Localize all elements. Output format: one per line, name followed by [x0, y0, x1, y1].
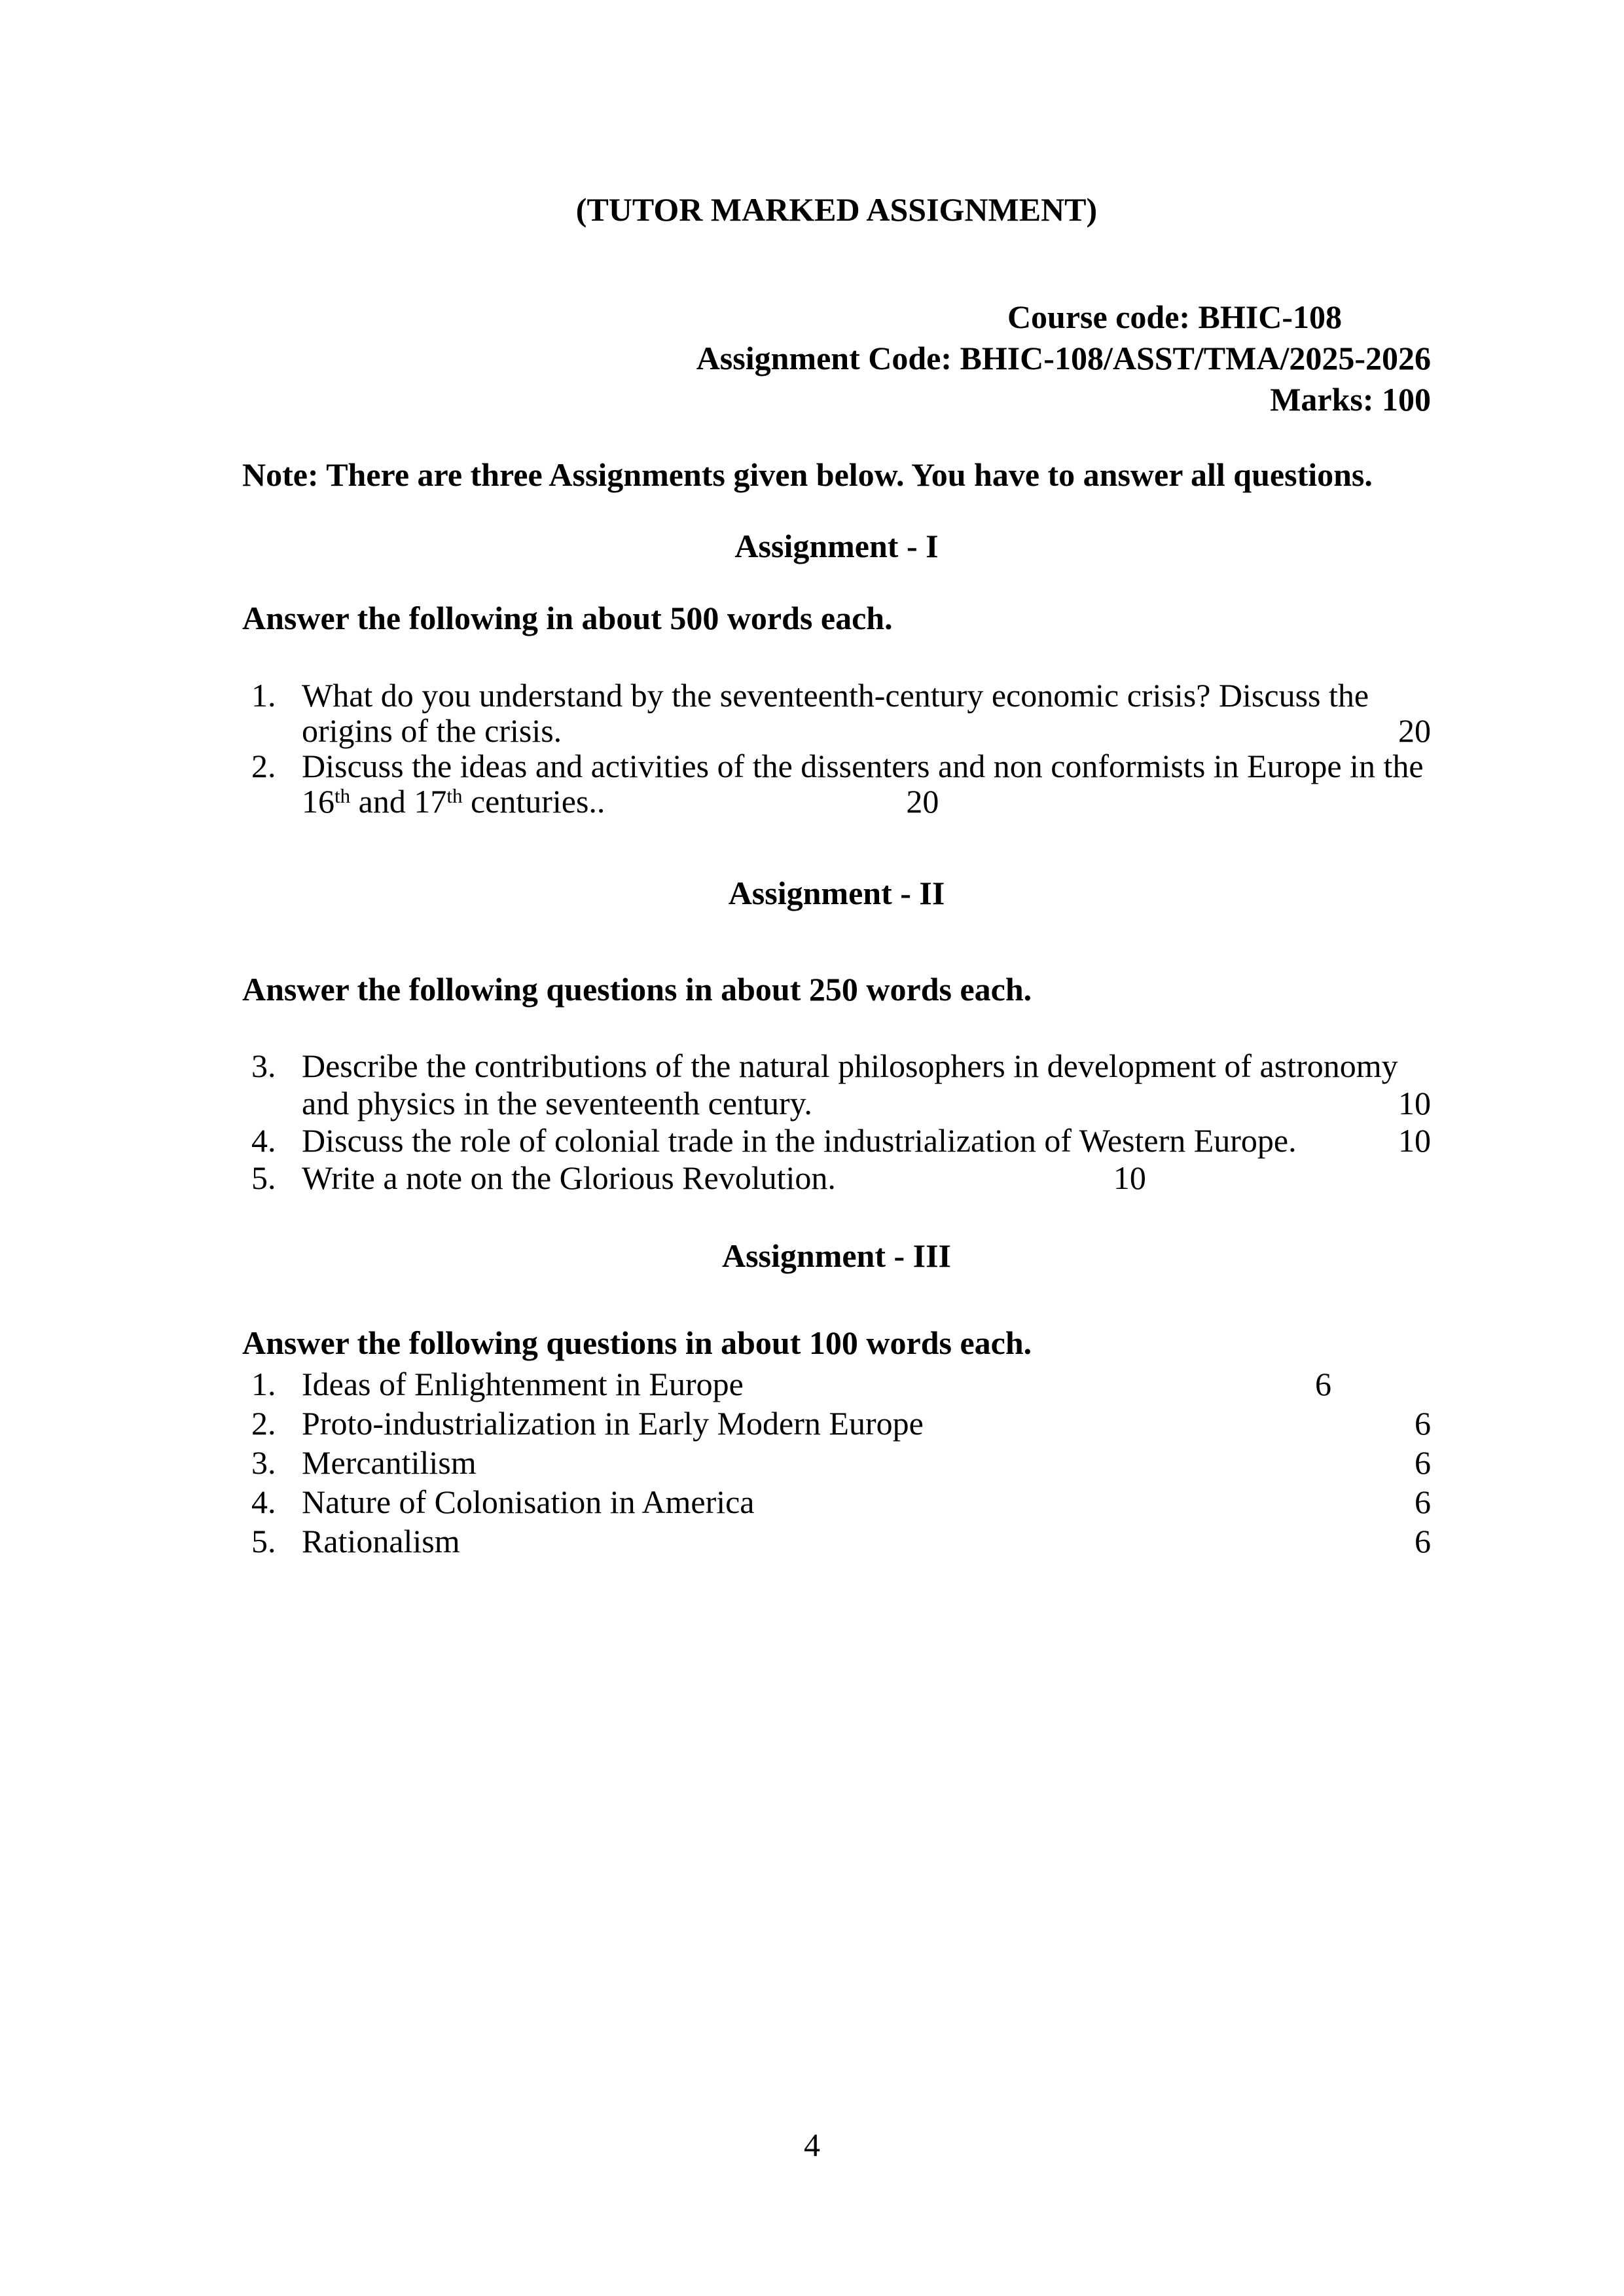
question-number: 1.	[251, 1366, 276, 1402]
assignment-code-line: Assignment Code: BHIC-108/ASST/TMA/2025-2026	[696, 340, 1431, 376]
question-text: centuries..	[462, 783, 605, 820]
question-text-line	[302, 1443, 1431, 1482]
question-text-line: Describe the contributions of the natural philosophers in development of astronomy	[302, 1048, 1398, 1084]
question-text: Discuss the role of colonial trade in the industrialization of Western Europe.	[302, 1122, 1297, 1159]
question-text-line	[302, 1404, 1431, 1443]
question-text: Proto-industrialization in Early Modern Europe	[302, 1405, 924, 1442]
question-number: 5.	[251, 1523, 276, 1559]
question-number: 2.	[251, 1405, 276, 1442]
question-item	[242, 1122, 1431, 1159]
question-number: 1.	[251, 677, 276, 714]
question-text: Mercantilism	[302, 1444, 477, 1481]
question-number: 2.	[251, 748, 276, 784]
question-text-line	[302, 1364, 1431, 1404]
question-marks: 10	[1113, 1159, 1146, 1196]
question-body	[302, 1364, 1431, 1404]
question-marks: 20	[906, 783, 939, 820]
question-body	[302, 1482, 1431, 1522]
assignment3-heading: Assignment - III	[721, 1237, 952, 1274]
assignment3-question-list	[242, 1364, 1431, 1561]
question-number: 4.	[251, 1122, 276, 1159]
question-number: 4.	[251, 1484, 276, 1520]
question-item	[242, 1159, 1431, 1197]
question-text: Nature of Colonisation in America	[302, 1484, 755, 1520]
question-text-line	[302, 784, 1431, 819]
question-text: and physics in the seventeenth century.	[302, 1085, 812, 1121]
page-title: (TUTOR MARKED ASSIGNMENT)	[575, 191, 1098, 228]
assignment1-instruction: Answer the following in about 500 words each.	[242, 600, 893, 636]
question-body	[302, 1122, 1431, 1159]
question-marks: 6	[1415, 1484, 1431, 1520]
question-number: 5.	[251, 1159, 276, 1196]
question-text: 16	[302, 783, 334, 820]
question-text-line	[302, 713, 1431, 748]
question-body	[302, 678, 1431, 748]
question-item	[242, 748, 1431, 819]
question-body	[302, 1522, 1431, 1561]
question-text: and 17	[350, 783, 447, 820]
question-marks: 6	[1415, 1523, 1431, 1559]
question-body	[302, 1404, 1431, 1443]
assignment2-instruction: Answer the following questions in about 250 words each.	[242, 971, 1032, 1008]
ordinal-superscript: th	[334, 784, 351, 807]
ordinal-superscript: th	[446, 784, 463, 807]
page-number: 4	[804, 2126, 820, 2163]
question-marks: 6	[1315, 1366, 1331, 1402]
question-body	[302, 1443, 1431, 1482]
question-text-line	[302, 1122, 1431, 1159]
question-item	[242, 1522, 1431, 1561]
question-item	[242, 1364, 1431, 1404]
assignment2-heading: Assignment - II	[728, 875, 945, 911]
question-text: Rationalism	[302, 1523, 460, 1559]
assignment1-heading: Assignment - I	[734, 528, 939, 564]
question-text-line: What do you understand by the seventeenth-century economic crisis? Discuss the	[302, 677, 1369, 714]
question-body	[302, 1159, 1431, 1197]
question-marks: 6	[1415, 1444, 1431, 1481]
note-line: Note: There are three Assignments given below. You have to answer all questions.	[242, 456, 1373, 493]
assignment3-instruction: Answer the following questions in about 100 words each.	[242, 1324, 1032, 1361]
code-block	[242, 297, 1431, 420]
question-marks: 10	[1398, 1085, 1431, 1121]
question-item	[242, 678, 1431, 748]
question-text: origins of the crisis.	[302, 712, 562, 749]
question-text-line	[302, 1085, 1431, 1122]
question-item	[242, 1404, 1431, 1443]
question-number: 3.	[251, 1444, 276, 1481]
question-marks: 6	[1415, 1405, 1431, 1442]
question-text-line: Discuss the ideas and activities of the dissenters and non conformists in Europe in the	[302, 748, 1424, 784]
question-text: Write a note on the Glorious Revolution.	[302, 1159, 836, 1196]
question-text-line	[302, 1482, 1431, 1522]
assignment2-question-list	[242, 1048, 1431, 1197]
question-text: Ideas of Enlightenment in Europe	[302, 1366, 744, 1402]
question-marks: 10	[1398, 1122, 1431, 1159]
question-body	[302, 1048, 1431, 1122]
course-code-line: Course code: BHIC-108	[1007, 299, 1342, 335]
question-number: 3.	[251, 1048, 276, 1084]
question-text-line	[302, 1159, 1431, 1197]
assignment1-question-list	[242, 678, 1431, 819]
question-item	[242, 1482, 1431, 1522]
question-marks: 20	[1398, 712, 1431, 749]
question-text-line	[302, 1522, 1431, 1561]
marks-total-line: Marks: 100	[1270, 381, 1431, 418]
question-item	[242, 1443, 1431, 1482]
question-item	[242, 1048, 1431, 1122]
question-body	[302, 748, 1431, 819]
